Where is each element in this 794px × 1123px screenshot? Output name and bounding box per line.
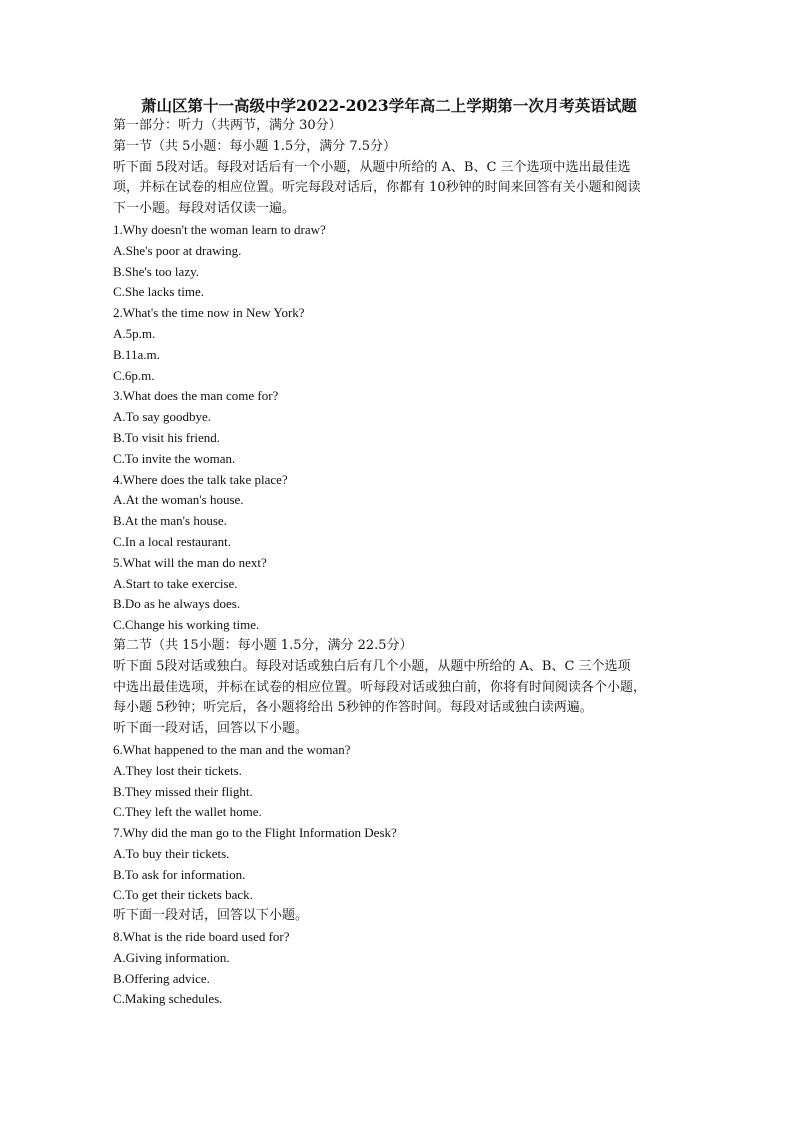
option-c: C.To invite the woman.: [113, 450, 236, 466]
section2-instruction-line: 中选出最佳选项，并标在试卷的相应位置。听每段对话或独白前，你将有时间阅读各个小题，: [113, 679, 647, 695]
question-8: 8.What is the ride board used for?: [113, 929, 290, 945]
option-b: B.She's too lazy.: [113, 263, 199, 279]
section2-heading: 第二节（共 15小题：每小题 1.5分，满分 22.5分）: [113, 637, 413, 653]
option-a: A.Start to take exercise.: [113, 575, 238, 591]
option-b: B.11a.m.: [113, 346, 160, 362]
question-2: 2.What's the time now in New York?: [113, 305, 305, 321]
section1-instruction-line: 下一小题。每段对话仅读一遍。: [113, 201, 296, 217]
option-c: C.6p.m.: [113, 367, 155, 383]
option-b: B.To ask for information.: [113, 866, 246, 882]
option-a: A.She's poor at drawing.: [113, 242, 242, 258]
option-a: A.5p.m.: [113, 325, 156, 341]
dialog-intro: 听下面一段对话，回答以下小题。: [113, 721, 309, 737]
section2-instruction-line: 听下面 5段对话或独白。每段对话或独白后有几个小题，从题中所给的 A、B、C 三个选项: [113, 658, 631, 674]
option-b: B.To visit his friend.: [113, 429, 221, 445]
option-c: C.Change his working time.: [113, 617, 260, 633]
exam-page: [113, 96, 693, 1010]
section2-instruction-line: 每小题 5秒钟；听完后，各小题将给出 5秒钟的作答时间。每段对话或独白读两遍。: [113, 700, 593, 716]
question-5: 5.What will the man do next?: [113, 554, 267, 570]
question-1: 1.Why doesn't the woman learn to draw?: [113, 221, 326, 237]
section1-instruction-line: 项，并标在试卷的相应位置。听完每段对话后，你都有 10秒钟的时间来回答有关小题和阅读: [113, 180, 641, 196]
option-a: A.They lost their tickets.: [113, 762, 242, 778]
dialog-intro: 听下面一段对话，回答以下小题。: [113, 908, 309, 924]
option-a: A.At the woman's house.: [113, 492, 244, 508]
question-7: 7.Why did the man go to the Flight Information Desk?: [113, 825, 397, 841]
question-3: 3.What does the man come for?: [113, 388, 279, 404]
question-6: 6.What happened to the man and the woman?: [113, 741, 351, 757]
option-c: C.Making schedules.: [113, 991, 223, 1007]
option-a: A.Giving information.: [113, 949, 230, 965]
option-c: C.To get their tickets back.: [113, 887, 253, 903]
option-b: B.Do as he always does.: [113, 596, 241, 612]
option-c: C.They left the wallet home.: [113, 804, 262, 820]
option-b: B.Offering advice.: [113, 970, 210, 986]
exam-title: 萧山区第十一高级中学2022-2023学年高二上学期第一次月考英语试题: [141, 96, 637, 115]
section1-instruction-line: 听下面 5段对话。每段对话后有一个小题，从题中所给的 A、B、C 三个选项中选出最佳选: [113, 159, 631, 175]
question-4: 4.Where does the talk take place?: [113, 471, 288, 487]
section1-heading: 第一节（共 5小题：每小题 1.5分，满分 7.5分）: [113, 138, 397, 154]
option-c: C.In a local restaurant.: [113, 533, 232, 549]
part1-heading: 第一部分：听力（共两节，满分 30分）: [113, 118, 342, 133]
option-b: B.They missed their flight.: [113, 783, 253, 799]
option-b: B.At the man's house.: [113, 513, 227, 529]
option-a: A.To say goodbye.: [113, 409, 212, 425]
option-c: C.She lacks time.: [113, 284, 204, 300]
option-a: A.To buy their tickets.: [113, 845, 230, 861]
